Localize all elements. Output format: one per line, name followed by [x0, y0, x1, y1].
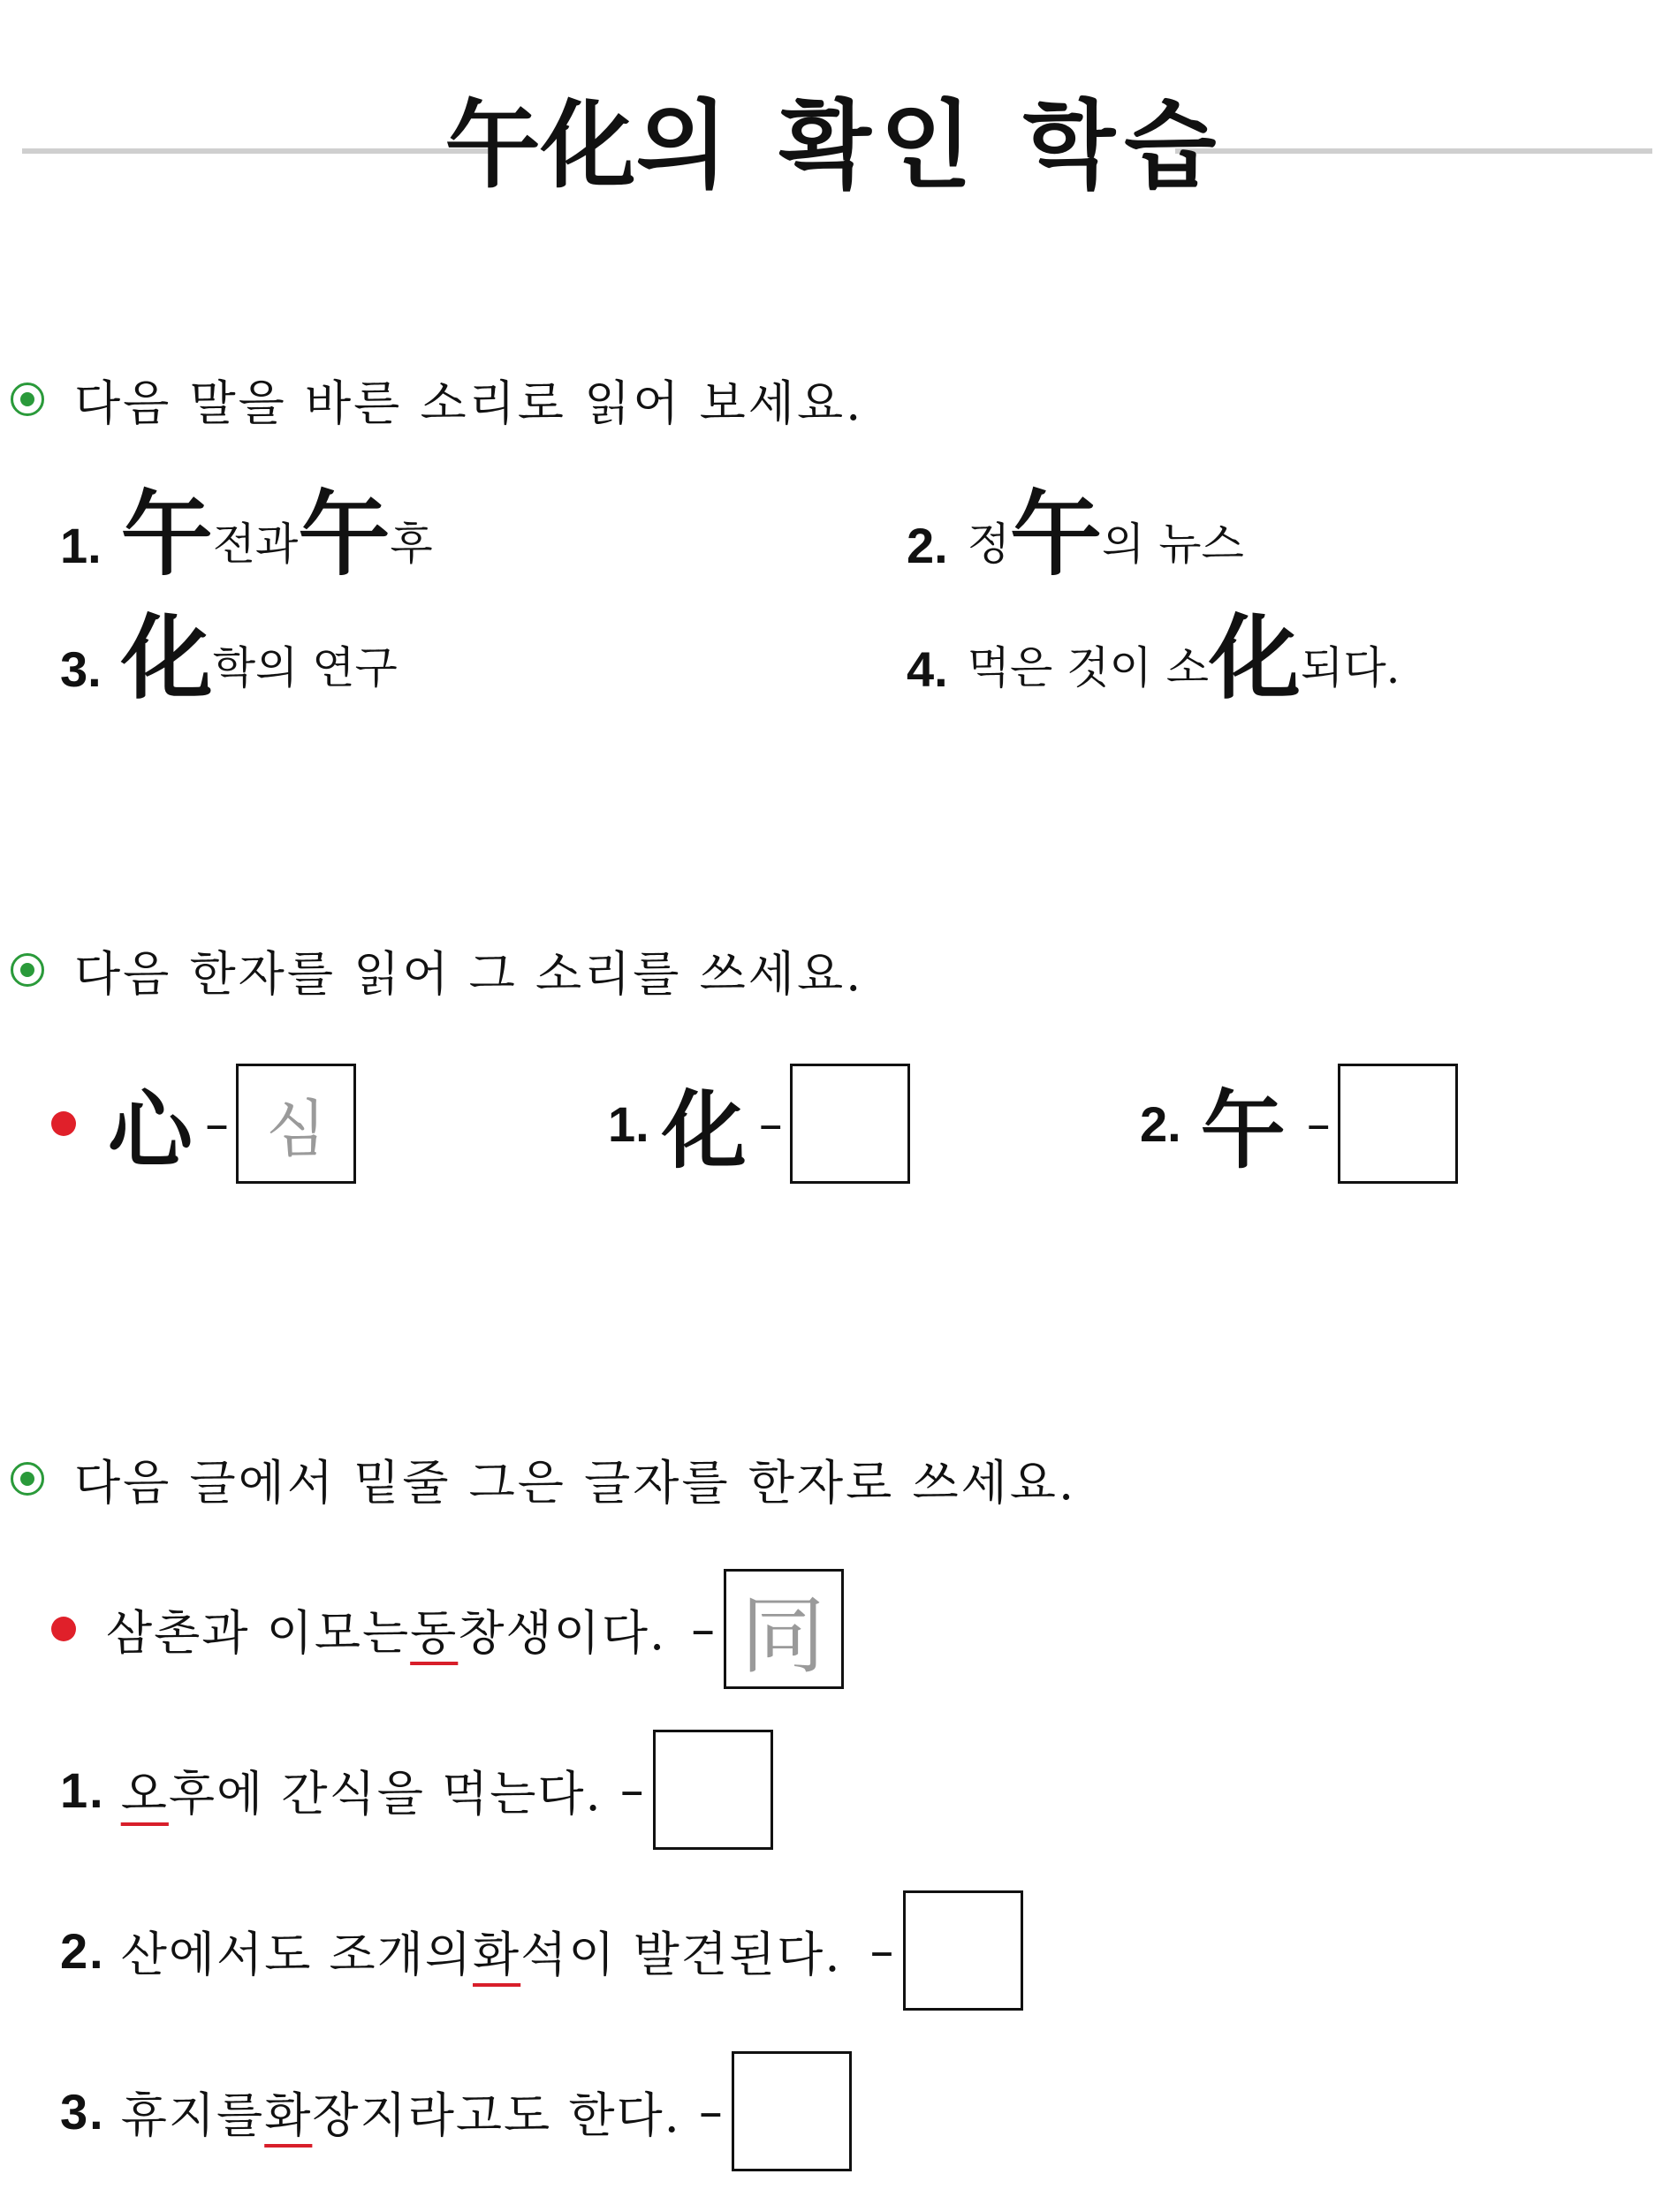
answer-box[interactable] [903, 1890, 1023, 2011]
hanja-char: 午 [298, 480, 391, 588]
item-number: 4. [907, 641, 948, 697]
answer-box[interactable] [1338, 1064, 1458, 1184]
reading-item-1 [60, 480, 433, 588]
sentence-after: 석이 발견된다. [520, 1926, 842, 1982]
sentence-example [51, 1567, 844, 1691]
answer-box: 심 [236, 1064, 356, 1184]
item-number: 3. [60, 2083, 105, 2140]
reading-item-3 [60, 603, 398, 712]
underlined-char: 화 [473, 1926, 521, 1982]
dash: – [1306, 1095, 1331, 1152]
title-text: 의 확인 학습 [635, 90, 1226, 201]
sentence-item-2 [60, 1889, 1023, 2012]
hanja-item-1 [608, 1062, 910, 1186]
answer-box[interactable] [790, 1064, 910, 1184]
answer-box: 同 [724, 1569, 844, 1689]
answer-box[interactable] [732, 2051, 852, 2171]
hanja-example [51, 1062, 356, 1186]
item-text: 의 뉴스 [1102, 519, 1244, 570]
underlined-char: 동 [410, 1604, 459, 1661]
dash: – [758, 1095, 783, 1152]
item-text: 전과 [212, 519, 299, 570]
reading-item-4 [907, 603, 1401, 712]
sentence-before: 산에서도 조개의 [120, 1926, 474, 1982]
sentence-item-1 [60, 1728, 773, 1852]
sentence-after: 장지라고도 한다. [312, 2087, 681, 2143]
dash: – [869, 1922, 896, 1979]
sentence-before: 휴지를 [120, 2087, 265, 2143]
section-2-heading [11, 943, 864, 1002]
target-bullet-icon [11, 953, 44, 987]
red-bullet-icon [51, 1617, 76, 1641]
target-bullet-icon [11, 1462, 44, 1496]
red-bullet-icon [51, 1111, 76, 1136]
section-1-heading [11, 373, 864, 431]
page-title [0, 88, 1670, 203]
dash: – [698, 2083, 725, 2140]
section-3-text: 다음 글에서 밑줄 그은 글자를 한자로 쓰세요. [74, 1454, 1077, 1511]
hanja-char: 心 [108, 1079, 193, 1180]
hanja-char: 化 [661, 1079, 747, 1180]
sentence-before: 삼촌과 이모는 [106, 1604, 411, 1661]
item-text: 먹은 것이 소 [967, 642, 1209, 693]
sentence-after: 후에 간식을 먹는다. [168, 1765, 603, 1822]
title-hanja: 午化 [444, 90, 636, 201]
dash: – [691, 1601, 717, 1657]
dash: – [205, 1095, 229, 1152]
hanja-char: 化 [1209, 603, 1302, 712]
hanja-char: 午 [120, 480, 213, 588]
item-text: 정 [967, 519, 1011, 570]
hanja-char: 午 [1010, 480, 1103, 588]
reading-item-2 [907, 480, 1244, 588]
target-bullet-icon [11, 383, 44, 416]
item-text: 학의 연구 [212, 642, 398, 693]
hanja-item-2 [1140, 1062, 1458, 1186]
underlined-char: 화 [264, 2087, 313, 2143]
item-number: 2. [907, 518, 948, 573]
item-number: 2. [1140, 1095, 1181, 1152]
hanja-char: 化 [120, 603, 213, 712]
section-3-heading [11, 1452, 1077, 1511]
sentence-after: 창생이다. [458, 1604, 667, 1661]
item-number: 2. [60, 1922, 105, 1979]
sentence-item-3 [60, 2049, 852, 2173]
dash: – [619, 1761, 646, 1818]
item-number: 3. [60, 641, 102, 697]
item-number: 1. [60, 518, 102, 573]
item-text: 후 [390, 519, 433, 570]
item-text: 되다. [1301, 642, 1401, 693]
item-number: 1. [60, 1761, 105, 1818]
hanja-char: 午 [1200, 1079, 1286, 1180]
underlined-char: 오 [120, 1765, 169, 1822]
section-1-text: 다음 말을 바른 소리로 읽어 보세요. [74, 375, 864, 431]
section-2-text: 다음 한자를 읽어 그 소리를 쓰세요. [74, 945, 864, 1002]
answer-box[interactable] [653, 1730, 773, 1850]
item-number: 1. [608, 1095, 649, 1152]
